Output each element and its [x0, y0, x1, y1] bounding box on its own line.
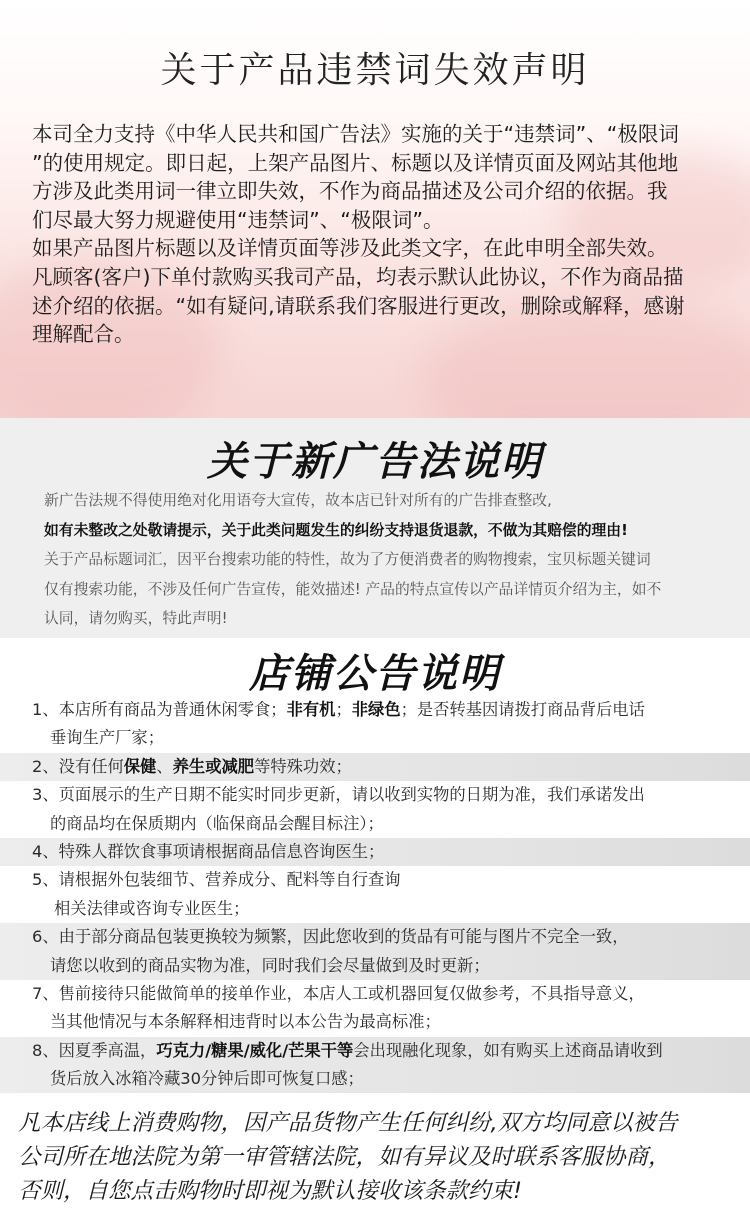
- disclaimer-line: 本司全力支持《中华人民共和国广告法》实施的关于“违禁词”、“极限词: [32, 122, 679, 146]
- notice-emphasis: 养生或减肥: [172, 756, 255, 776]
- footer-line: 公司所在地法院为第一审管辖法院，如有异议及时联系客服协商，: [18, 1144, 671, 1170]
- notice-item-3: [0, 781, 750, 838]
- ad-law-section: [0, 418, 750, 638]
- ad-law-line: 如有未整改之处敬请提示，关于此类问题发生的纠纷支持退货退款，不做为其赔偿的理由!: [44, 521, 628, 539]
- ad-law-line: 仅有搜索功能，不涉及任何广告宣传，能效描述! 产品的特点宣传以产品详情页介绍为主，如不: [44, 580, 662, 598]
- notice-item-line: 3、页面展示的生产日期不能实时同步更新，请以收到实物的日期为准，我们承诺发出: [32, 785, 645, 805]
- notice-item-line: 请您以收到的商品实物为准，同时我们会尽量做到及时更新；: [50, 955, 490, 975]
- notice-title: 店铺公告说明: [249, 651, 501, 697]
- ad-law-title: 关于新广告法说明: [207, 439, 543, 485]
- disclaimer-line: 们尽最大努力规避使用“违禁词”、“极限词”。: [32, 207, 444, 232]
- notice-item-6: [0, 923, 750, 980]
- notice-item-line: 4、特殊人群饮食事项请根据商品信息咨询医生；: [32, 841, 385, 861]
- notice-item-line: 5、请根据外包装细节、营养成分、配料等自行查询: [32, 870, 401, 890]
- notice-list: [0, 696, 750, 1093]
- notice-section: [0, 638, 750, 1098]
- disclaimer-line: 凡顾客(客户)下单付款购买我司产品，均表示默认此协议，不作为商品描: [32, 264, 684, 289]
- notice-text: ；: [335, 700, 352, 719]
- notice-text: 等特殊功效；: [254, 756, 352, 776]
- footer-line: 否则，自您点击购物时即视为默认接收该条款约束!: [18, 1178, 523, 1204]
- notice-item-4: [0, 838, 750, 866]
- notice-item-8: [0, 1037, 750, 1094]
- footer-terms-body: [18, 1106, 738, 1208]
- notice-item-2: [0, 753, 750, 781]
- ad-law-line: 认同，请勿购买，特此声明!: [44, 610, 228, 627]
- notice-item-line: [32, 753, 750, 781]
- notice-item-5: [0, 866, 750, 923]
- disclaimer-section: [0, 0, 750, 418]
- notice-text: 1、本店所有商品为普通休闲零食；: [32, 700, 287, 719]
- notice-item-1: [0, 696, 750, 753]
- ad-law-body: [44, 486, 714, 634]
- disclaimer-line: ”的使用规定。即日起，上架产品图片、标题以及详情页面及网站其他地: [32, 150, 679, 175]
- notice-item-line: 的商品均在保质期内（临保商品会醒目标注）；: [50, 813, 384, 833]
- notice-text: 2、没有任何: [32, 756, 124, 776]
- notice-item-line: 相关法律或咨询专业医生；: [54, 898, 250, 918]
- notice-text: ；是否转基因请拨打商品背后电话: [400, 700, 645, 719]
- footer-terms: [0, 1098, 750, 1220]
- ad-law-line: 关于产品标题词汇，因平台搜索功能的特性，故为了方便消费者的购物搜索，宝贝标题关键词: [44, 551, 651, 568]
- notice-item-line: 6、由于部分商品包装更换较为频繁，因此您收到的货品有可能与图片不完全一致，: [32, 927, 629, 947]
- notice-item-line: [32, 696, 750, 724]
- disclaimer-line: 理解配合。: [32, 322, 135, 347]
- disclaimer-line: 如果产品图片标题以及详情页面等涉及此类文字，在此申明全部失效。: [32, 236, 668, 261]
- notice-emphasis: 巧克力/糖果/威化/芒果干等: [156, 1040, 354, 1060]
- ad-law-line: 新广告法规不得使用绝对化用语夸大宣传，故本店已针对所有的广告排查整改,: [44, 492, 552, 509]
- notice-text: 8、因夏季高温，: [32, 1040, 157, 1060]
- notice-text: 会出现融化现象，如有购买上述商品请收到: [353, 1040, 663, 1060]
- disclaimer-title: 关于产品违禁词失效声明: [160, 50, 590, 91]
- notice-item-line: 垂询生产厂家；: [50, 728, 164, 748]
- notice-emphasis: 非有机: [286, 700, 336, 719]
- notice-item-line: 货后放入冰箱冷藏30分钟后即可恢复口感；: [50, 1069, 364, 1089]
- disclaimer-body: [32, 120, 722, 349]
- notice-emphasis: 非绿色: [351, 700, 401, 719]
- notice-item-line: [32, 1037, 750, 1065]
- notice-item-7: [0, 980, 750, 1037]
- footer-line: 凡本店线上消费购物，因产品货物产生任何纠纷,双方均同意以被告: [18, 1110, 678, 1136]
- notice-emphasis: 保健: [123, 756, 157, 776]
- disclaimer-line: 方涉及此类用词一律立即失效，不作为商品描述及公司介绍的依据。我: [32, 179, 668, 204]
- notice-item-line: 7、售前接待只能做简单的接单作业，本店人工或机器回复仅做参考，不具指导意义，: [32, 983, 645, 1003]
- disclaimer-line: 述介绍的依据。“如有疑问,请联系我们客服进行更改，删除或解释，感谢: [32, 293, 685, 318]
- notice-item-line: 当其他情况与本条解释相违背时以本公告为最高标准；: [50, 1012, 441, 1032]
- notice-text: 、: [156, 756, 173, 776]
